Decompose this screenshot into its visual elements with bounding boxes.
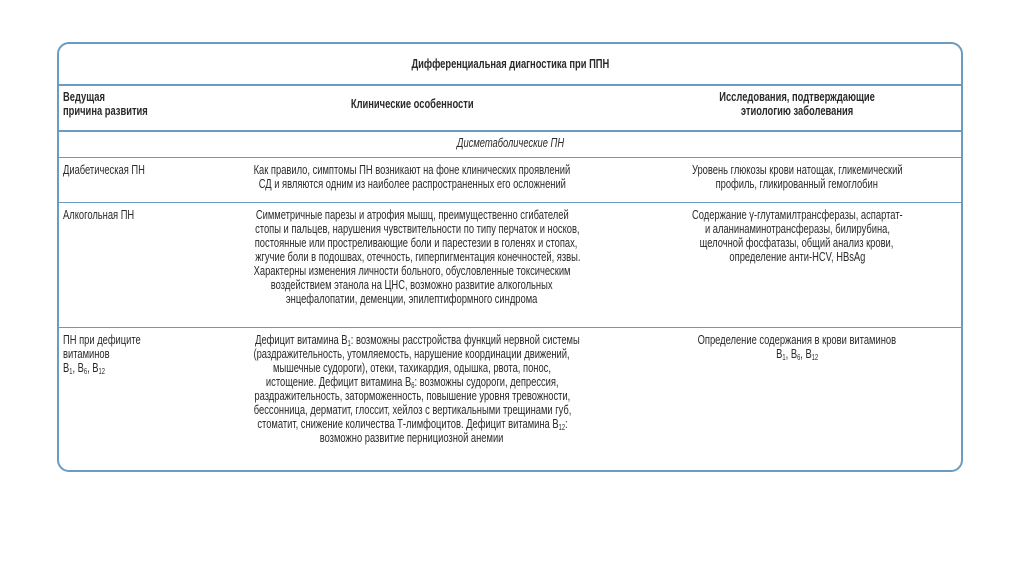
text-segment: Определение содержания в крови витаминов <box>697 332 897 347</box>
text-segment: , B <box>72 360 84 375</box>
cell-text-line <box>63 347 110 361</box>
header-tests-line: Исследования, подтверждающие <box>719 89 875 104</box>
cell-text-line <box>698 333 896 347</box>
text-segment: стоматит, снижение количества Т-лимфоцитов. Дефицит витамина B <box>256 416 559 431</box>
section-row <box>59 130 961 158</box>
cell-tests <box>632 202 962 327</box>
subscript: 6 <box>796 353 801 362</box>
text-segment: B <box>63 360 70 375</box>
text-segment: витаминов <box>63 346 110 361</box>
text-segment: бессонница, дерматит, глоссит, хейлоз с вертикальными трещинами губ, <box>253 402 572 417</box>
cell-clinical <box>192 157 632 202</box>
text-segment: ПН при дефиците <box>63 332 141 347</box>
text-segment: Алкогольная ПН <box>63 207 135 222</box>
header-tests <box>632 84 962 130</box>
cell-text-line <box>63 208 134 222</box>
text-segment: воздействием этанола на ЦНС, возможно развитие алкогольных <box>271 277 553 292</box>
subscript: 12 <box>98 367 105 376</box>
cell-text-line <box>776 347 818 365</box>
text-segment: Диабетическая ПН <box>63 162 145 177</box>
header-cause-line: причина развития <box>63 103 148 118</box>
cell-text-line <box>692 163 903 177</box>
cell-text-line <box>254 403 572 417</box>
text-segment: профиль, гликированный гемоглобин <box>715 176 879 191</box>
cell-text-line <box>63 163 145 177</box>
text-segment: постоянные или простреливающие боли и парестезии в голенях и стопах, <box>254 235 578 250</box>
header-cause-line: Ведущая <box>63 89 105 104</box>
cell-text-line <box>258 177 565 191</box>
subscript: 12 <box>811 353 818 362</box>
cell-text-line <box>692 208 903 222</box>
table-title: Дифференциальная диагностика при ППН <box>411 56 609 71</box>
table-row <box>59 202 961 328</box>
subscript: 1 <box>69 367 73 376</box>
table-title-row <box>59 44 961 86</box>
text-segment: (раздражительность, утомляемость, нарушение координации движений, <box>253 346 571 361</box>
text-segment: энцефалопатии, деменции, эпилептиформного синдрома <box>286 291 538 306</box>
cell-text-line <box>271 278 553 292</box>
subscript: 12 <box>558 423 565 432</box>
subscript: 1 <box>782 353 786 362</box>
text-segment: раздражительность, заторможенность, повышение уровня тревожности, <box>254 388 570 403</box>
cell-text-line <box>255 222 579 236</box>
cell-text-line <box>255 236 578 250</box>
header-clinical-line: Клинические особенности <box>350 96 474 111</box>
cell-text-line <box>254 389 570 403</box>
header-clinical <box>192 84 632 130</box>
text-segment: , B <box>785 346 797 361</box>
text-segment: возможно развитие пернициозной анемии <box>320 430 504 445</box>
header-row <box>59 84 961 132</box>
cell-text-line <box>729 250 865 264</box>
cell-text-line <box>320 431 504 445</box>
text-segment: Характерны изменения личности больного, обусловленные токсическим <box>253 263 571 278</box>
subscript: 1 <box>347 339 351 348</box>
text-segment: Симметричные парезы и атрофия мышц, преимущественно сгибателей <box>255 207 569 222</box>
text-segment: истощение. Дефицит витамина B <box>265 374 411 389</box>
cell-cause <box>63 157 193 202</box>
cell-text-line <box>286 292 537 306</box>
table-row <box>59 327 961 472</box>
text-segment: Содержание γ-глутамилтрансферазы, аспартат- <box>691 207 903 222</box>
table-row <box>59 157 961 203</box>
text-segment: щелочной фосфатазы, общий анализ крови, <box>700 235 894 250</box>
header-tests-line: этиологию заболевания <box>740 103 854 118</box>
text-segment: мышечные судороги), отеки, тахикардия, одышка, рвота, понос, <box>273 360 551 375</box>
text-segment: и аланинаминотрансферазы, билирубина, <box>704 221 890 236</box>
cell-text-line <box>254 264 571 278</box>
cell-cause <box>63 327 193 472</box>
cell-cause <box>63 202 193 327</box>
section-title: Дисметаболические ПН <box>456 135 564 150</box>
cell-clinical <box>192 202 632 327</box>
cell-text-line <box>63 333 141 347</box>
text-segment: : <box>564 416 568 431</box>
header-cause <box>63 84 193 130</box>
text-segment: Уровень глюкозы крови натощак, гликемический <box>691 162 903 177</box>
text-segment: Дефицит витамина B <box>255 332 348 347</box>
cell-clinical <box>192 327 632 472</box>
text-segment: : возможны расстройства функций нервной системы <box>350 332 580 347</box>
text-segment: СД и являются одним из наиболее распространенных его осложнений <box>258 176 566 191</box>
cell-text-line <box>273 361 551 375</box>
cell-text-line <box>704 222 889 236</box>
text-segment: , B <box>87 360 99 375</box>
cell-tests <box>632 327 962 472</box>
text-segment: , B <box>800 346 812 361</box>
diagnosis-table <box>57 42 963 472</box>
cell-text-line <box>716 177 878 191</box>
text-segment: Как правило, симптомы ПН возникают на фоне клинических проявлений <box>253 162 571 177</box>
text-segment: определение анти-HCV, HBsAg <box>729 249 865 264</box>
cell-text-line <box>254 163 571 177</box>
cell-tests <box>632 157 962 202</box>
cell-text-line <box>256 208 569 222</box>
cell-text-line <box>255 250 580 264</box>
subscript: 6 <box>83 367 88 376</box>
cell-text-line <box>63 361 105 379</box>
text-segment: жгучие боли в подошвах, отечность, гиперпигментация конечностей, язвы. <box>255 249 581 264</box>
text-segment: : возможны судороги, депрессия, <box>414 374 559 389</box>
text-segment: стопы и пальцев, нарушения чувствительности по типу перчаток и носков, <box>255 221 580 236</box>
subscript: 6 <box>410 381 415 390</box>
cell-text-line <box>254 347 570 361</box>
cell-text-line <box>700 236 894 250</box>
text-segment: B <box>776 346 783 361</box>
